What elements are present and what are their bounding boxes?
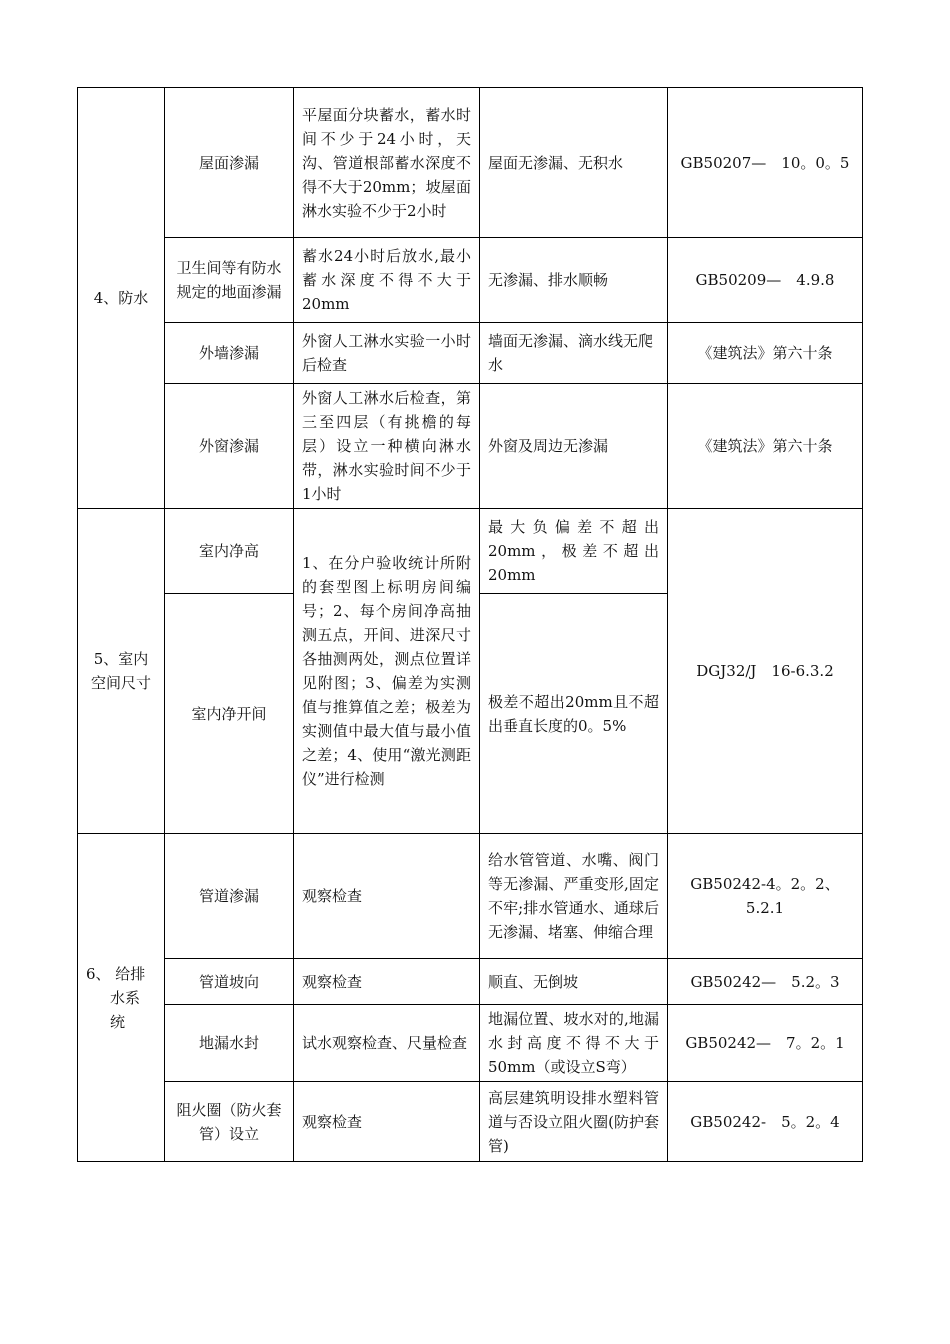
item-cell: 阻火圈（防火套管）设立 bbox=[165, 1082, 294, 1162]
category-cell bbox=[78, 834, 165, 1162]
inspection-table bbox=[77, 87, 863, 1162]
method-cell: 1、在分户验收统计所附的套型图上标明房间编号；2、每个房间净高抽测五点，开间、进深尺寸各抽测两处，测点位置详见附图；3、偏差为实测值与推算值之差；极差为实测值中最大值与最小值之差；4、使用“激光测距仪”进行检测 bbox=[294, 509, 480, 834]
table-row bbox=[78, 834, 863, 959]
category-cell: 4、防水 bbox=[78, 88, 165, 509]
requirement-cell: 墙面无渗漏、滴水线无爬水 bbox=[480, 323, 668, 384]
requirement-cell: 屋面无渗漏、无积水 bbox=[480, 88, 668, 238]
category-label bbox=[86, 962, 156, 1034]
item-cell: 地漏水封 bbox=[165, 1005, 294, 1082]
category-line: 水系 bbox=[110, 988, 141, 1007]
standard-cell: GB50209— 4.9.8 bbox=[668, 238, 863, 323]
method-cell: 平屋面分块蓄水，蓄水时间不少于24小时，天沟、管道根部蓄水深度不得不大于20mm；坡屋面淋水实验不少于2小时 bbox=[294, 88, 480, 238]
method-cell: 试水观察检查、尺量检查 bbox=[294, 1005, 480, 1082]
category-line: 6、 给排 bbox=[86, 964, 146, 983]
table-row bbox=[78, 1082, 863, 1162]
standard-cell: 《建筑法》第六十条 bbox=[668, 323, 863, 384]
standard-cell: DGJ32/J 16-6.3.2 bbox=[668, 509, 863, 834]
item-cell: 卫生间等有防水规定的地面渗漏 bbox=[165, 238, 294, 323]
requirement-cell: 高层建筑明设排水塑料管道与否设立阻火圈(防护套管) bbox=[480, 1082, 668, 1162]
category-cell bbox=[78, 509, 165, 834]
method-cell: 观察检查 bbox=[294, 1082, 480, 1162]
requirement-cell: 外窗及周边无渗漏 bbox=[480, 384, 668, 509]
table-row bbox=[78, 238, 863, 323]
table-row bbox=[78, 323, 863, 384]
category-line: 统 bbox=[110, 1012, 126, 1031]
method-cell: 观察检查 bbox=[294, 834, 480, 959]
table-row bbox=[78, 384, 863, 509]
standard-cell: 《建筑法》第六十条 bbox=[668, 384, 863, 509]
standard-cell: GB50207— 10。0。5 bbox=[668, 88, 863, 238]
method-cell: 外窗人工淋水实验一小时后检查 bbox=[294, 323, 480, 384]
requirement-cell: 给水管管道、水嘴、阀门等无渗漏、严重变形,固定不牢;排水管通水、通球后无渗漏、堵塞、伸缩合理 bbox=[480, 834, 668, 959]
method-cell: 蓄水24小时后放水,最小蓄水深度不得不大于20mm bbox=[294, 238, 480, 323]
requirement-cell: 最大负偏差不超出20mm，极差不超出20mm bbox=[480, 509, 668, 594]
item-cell: 室内净高 bbox=[165, 509, 294, 594]
category-label: 5、室内空间尺寸 bbox=[90, 650, 151, 692]
requirement-cell: 顺直、无倒坡 bbox=[480, 959, 668, 1005]
item-cell: 室内净开间 bbox=[165, 594, 294, 834]
requirement-cell: 地漏位置、坡水对的,地漏水封高度不得不大于50mm（或设立S弯） bbox=[480, 1005, 668, 1082]
item-cell: 外墙渗漏 bbox=[165, 323, 294, 384]
item-cell: 屋面渗漏 bbox=[165, 88, 294, 238]
standard-cell: GB50242- 5。2。4 bbox=[668, 1082, 863, 1162]
requirement-cell: 极差不超出20mm且不超出垂直长度的0。5% bbox=[480, 594, 668, 834]
item-cell: 管道渗漏 bbox=[165, 834, 294, 959]
item-cell: 外窗渗漏 bbox=[165, 384, 294, 509]
requirement-cell: 无渗漏、排水顺畅 bbox=[480, 238, 668, 323]
table-row bbox=[78, 959, 863, 1005]
standard-cell: GB50242— 5.2。3 bbox=[668, 959, 863, 1005]
standard-cell: GB50242— 7。2。1 bbox=[668, 1005, 863, 1082]
method-cell: 外窗人工淋水后检查，第三至四层（有挑檐的每层）设立一种横向淋水带，淋水实验时间不少于1小时 bbox=[294, 384, 480, 509]
table-row bbox=[78, 1005, 863, 1082]
method-cell: 观察检查 bbox=[294, 959, 480, 1005]
table-row bbox=[78, 88, 863, 238]
table-row bbox=[78, 509, 863, 594]
item-cell: 管道坡向 bbox=[165, 959, 294, 1005]
standard-cell: GB50242-4。2。2、5.2.1 bbox=[668, 834, 863, 959]
